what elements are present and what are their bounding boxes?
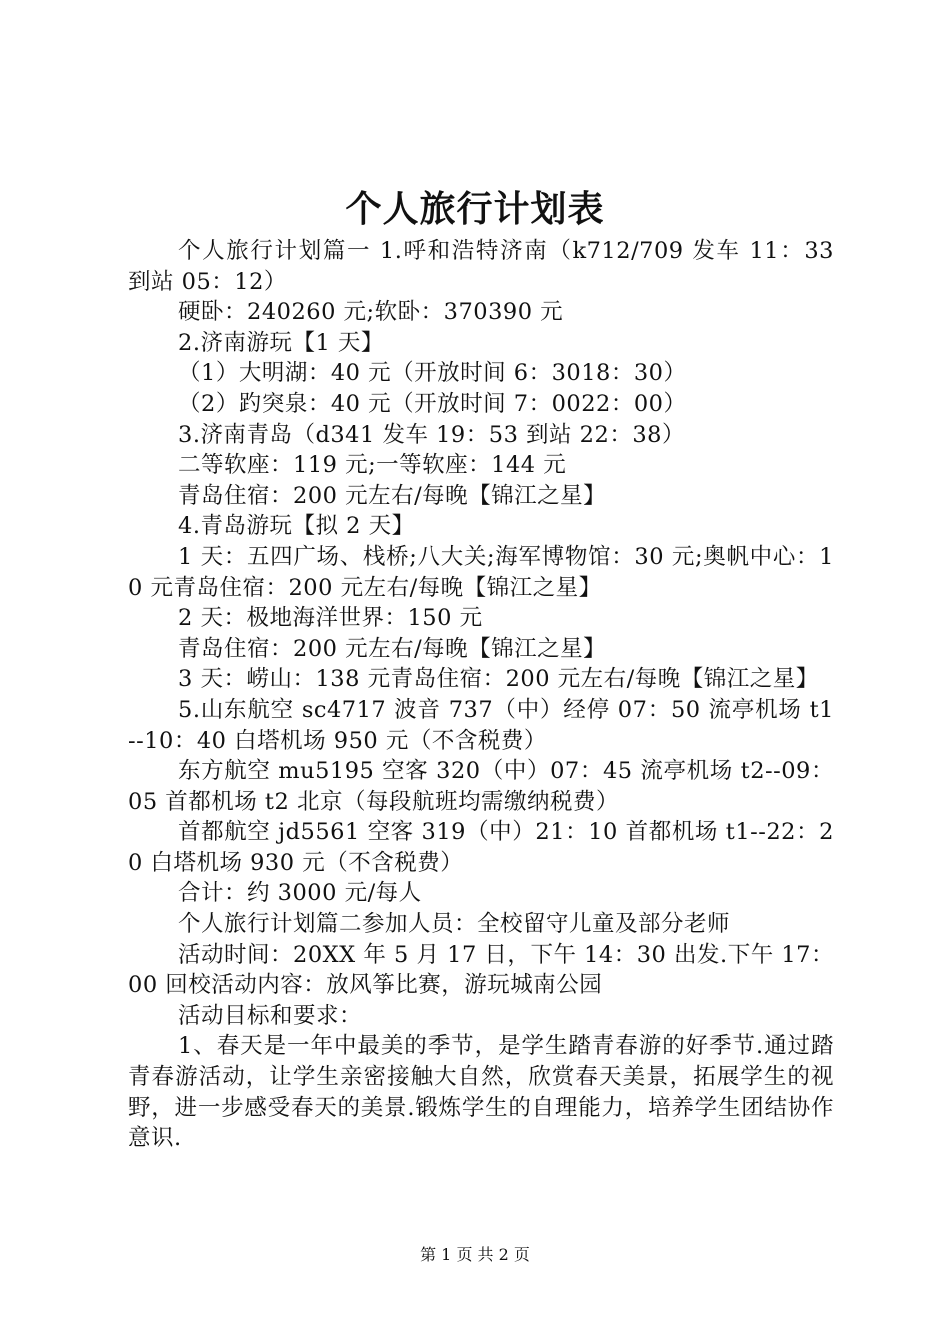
paragraph: 活动目标和要求： [178, 1002, 363, 1029]
paragraph: 个人旅行计划篇二参加人员：全校留守儿童及部分老师 [178, 911, 731, 938]
paragraph: 3.济南青岛（d341 发车 19：53 到站 22：38） [178, 421, 685, 448]
paragraph: 东方航空 mu5195 空客 320（中）07：45 流亭机场 t2--09：05 首都机场 t2 北京（每段航班均需缴纳税费） [128, 758, 834, 815]
document-body [128, 236, 834, 1154]
paragraph: 青岛住宿：200 元左右/每晚【锦江之星】 [178, 482, 607, 509]
paragraph: 首都航空 jd5561 空客 319（中）21：10 首都机场 t1--22：20 白塔机场 930 元（不含税费） [128, 819, 834, 876]
paragraph: 1、春天是一年中最美的季节，是学生踏青春游的好季节.通过踏青春游活动，让学生亲密接触大自然，欣赏春天美景，拓展学生的视野，进一步感受春天的美景.锻炼学生的自理能力，培养学生团结协作意识. [128, 1033, 834, 1152]
paragraph: 二等软座：119 元;一等软座：144 元 [178, 452, 567, 479]
document-title: 个人旅行计划表 [345, 188, 605, 230]
paragraph: 硬卧：240260 元;软卧：370390 元 [178, 299, 564, 326]
paragraph: 青岛住宿：200 元左右/每晚【锦江之星】 [178, 635, 607, 662]
paragraph: 5.山东航空 sc4717 波音 737（中）经停 07：50 流亭机场 t1--10：40 白塔机场 950 元（不含税费） [128, 696, 834, 754]
paragraph: 合计：约 3000 元/每人 [178, 880, 422, 907]
paragraph: 4.青岛游玩【拟 2 天】 [178, 513, 415, 540]
paragraph: 3 天：崂山：138 元青岛住宿：200 元左右/每晚【锦江之星】 [178, 666, 819, 693]
paragraph: 2.济南游玩【1 天】 [178, 329, 384, 356]
paragraph: （2）趵突泉：40 元（开放时间 7：0022：00） [178, 390, 687, 417]
paragraph: （1）大明湖：40 元（开放时间 6：3018：30） [178, 360, 687, 387]
paragraph: 活动时间：20XX 年 5 月 17 日，下午 14：30 出发.下午 17：00 回校活动内容：放风筝比赛，游玩城南公园 [128, 941, 834, 999]
paragraph: 2 天：极地海洋世界：150 元 [178, 605, 483, 632]
paragraph: 1 天：五四广场、栈桥;八大关;海军博物馆：30 元;奥帆中心：10 元青岛住宿：200 元左右/每晚【锦江之星】 [128, 543, 834, 601]
page-footer: 第 1 页 共 2 页 [420, 1245, 530, 1264]
paragraph: 个人旅行计划篇一 1.呼和浩特济南（k712/709 发车 11：33 到站 05：12） [128, 238, 834, 295]
